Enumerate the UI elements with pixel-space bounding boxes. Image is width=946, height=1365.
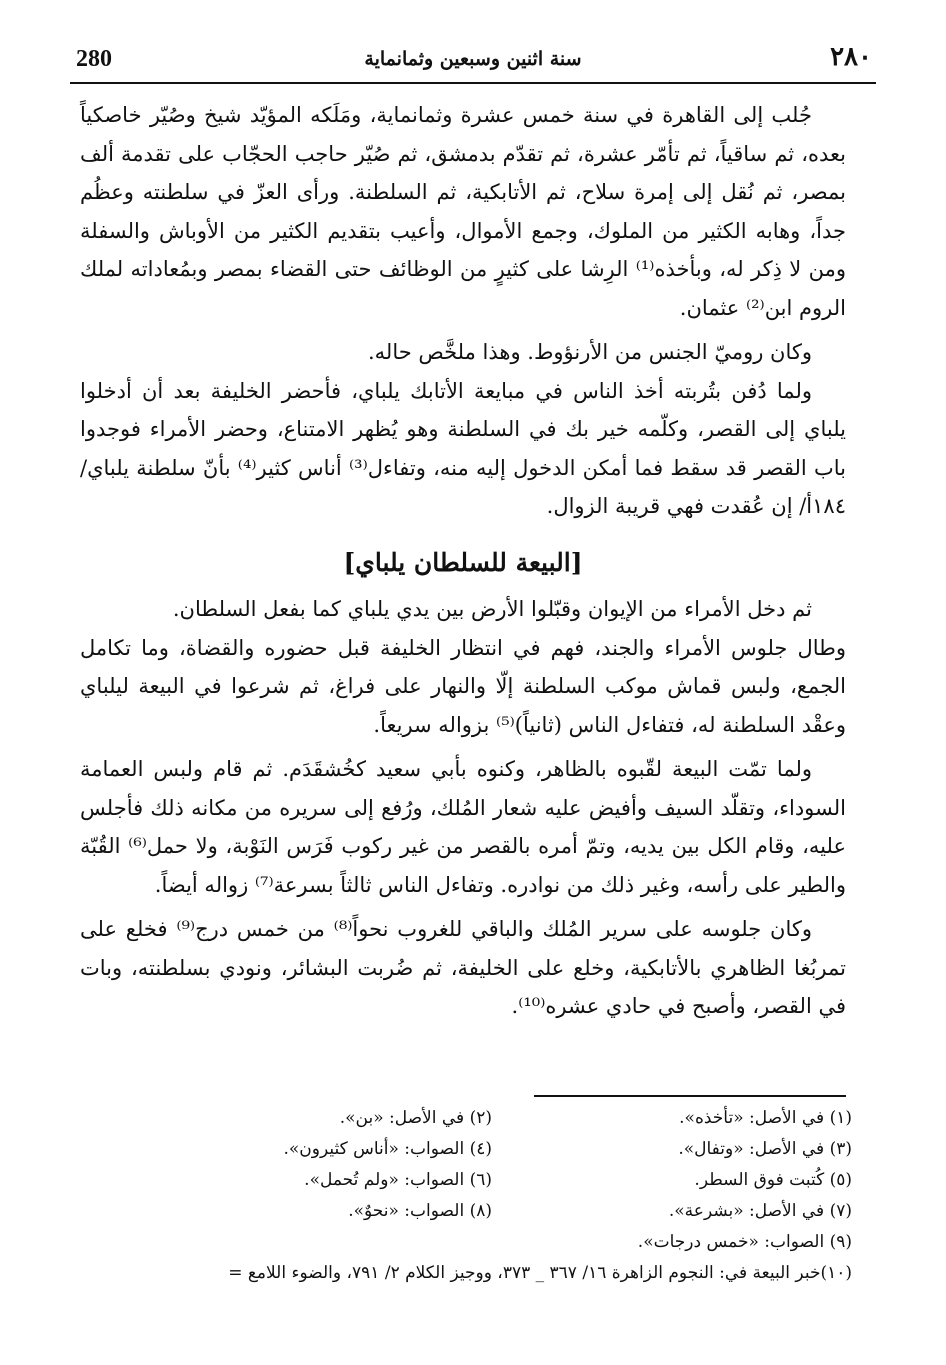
running-title: سنة اثنين وسبعين وثمانماية [364, 48, 582, 70]
footnote-8: (٨) الصواب: «نحوٌ». [348, 1201, 492, 1221]
footnote-row [80, 1103, 852, 1134]
footnote-2: (٢) في الأصل: «بن». [339, 1108, 492, 1128]
footnote-row [80, 1196, 852, 1227]
paragraph-2: وكان روميّ الجنس من الأرنؤوط. وهذا ملخَّص حاله. [367, 340, 812, 364]
footnote-7: (٧) في الأصل: «بشرعة». [668, 1201, 852, 1221]
footnote-1: (١) في الأصل: «تأخذه». [679, 1108, 852, 1128]
paragraph-7: وكان جلوسه على سرير المُلك والباقي للغروب نحواً⁽⁸⁾ من خمس درج⁽⁹⁾ فخلع على تمربُغا الظاهري بالأتابكية، وخلع على الخليفة، ثم ضُربت البشائر، ونودي بسلطنته، وبات في القصر، وأصبح في حادي عشره⁽¹⁰⁾. [80, 917, 846, 1018]
paragraph-4: ثم دخل الأمراء من الإيوان وقبّلوا الأرض بين يدي يلباي كما بفعل السلطان. [172, 597, 812, 621]
page-number-latin: 280 [76, 46, 112, 72]
paragraph-3: ولما دُفن بتُربته أخذ الناس في مبايعة الأتابك يلباي، فأحضر الخليفة بعد أن أدخلوا يلباي إلى القصر، وكلّمه خير بك في السلطنة وهو يُظهر الامتناع، وحضر الأمراء فوجدوا باب القصر قد سقط فما أمكن الدخول إليه منه، وتفاءل⁽³⁾ أناس كثير⁽⁴⁾ بأنّ سلطنة يلباي/ ١٨٤أ/ إن عُقدت فهي قريبة الزوال. [80, 378, 846, 518]
footnote-9: (٩) الصواب: «خمس درجات». [637, 1232, 852, 1252]
page-number-arabic: ٢٨٠ [830, 42, 872, 72]
page-header [70, 38, 876, 84]
footnote-6: (٦) الصواب: «ولم تُحمل». [304, 1170, 492, 1190]
footnote-5: (٥) كُتبت فوق السطر. [694, 1170, 852, 1190]
footnote-3: (٣) في الأصل: «وتفال». [678, 1139, 852, 1159]
main-text [80, 96, 846, 1026]
footnote-row [80, 1134, 852, 1165]
footnote-divider [534, 1095, 846, 1097]
footnote-4: (٤) الصواب: «أناس كثيرون». [283, 1139, 492, 1159]
section-heading: [البيعة للسلطان يلباي] [343, 547, 583, 577]
paragraph-5: وطال جلوس الأمراء والجند، فهم في انتظار الخليفة قبل حضوره والقضاة، وما تكامل الجمع، ولبس قماش موكب السلطنة إلّا والنهار على فراغ، ثم شرعوا في البيعة ليلباي وعقْد السلطنة له، فتفاءل الناس (ثانياً)⁽⁵⁾ بزواله سريعاً. [80, 635, 846, 737]
footnote-row [80, 1165, 852, 1196]
paragraph-6: ولما تمّت البيعة لقّبوه بالظاهر، وكنوه بأبي سعيد كخُشقَدَم. ثم قام ولبس العمامة السوداء، وتقلّد السيف وأفيض عليه شعار المُلك، ورُفع إلى سريره من مكانه ذلك فأجلس عليه، وقام الكل بين يديه، وتمّ أمره بالقصر من غير ركوب فَرَس النَوْبة، ولا حمل⁽⁶⁾ القُبّة والطير على رأسه، وغير ذلك من نوادره. وتفاءل الناس ثالثاً بسرعة⁽⁷⁾ زواله أيضاً. [80, 757, 846, 897]
footnote-10: (١٠)خبر البيعة في: النجوم الزاهرة ١٦/ ٣٦٧ _ ٣٧٣، ووجيز الكلام ٢/ ٧٩١، والضوء اللامع = [228, 1263, 852, 1283]
footnotes [80, 1103, 852, 1289]
paragraph-1: جُلب إلى القاهرة في سنة خمس عشرة وثمانماية، ومَلَكه المؤيّد شيخ وصُيّر خاصكياً بعده، ثم ساقياً، ثم تأمّر عشرة، ثم تقدّم بدمشق، ثم صُيّر حاجب الحجّاب على تقدمة ألف بمصر، ثم نُقل إلى إمرة سلاح، ثم الأتابكية، ثم السلطنة. ورأى العزّ في سلطنته وعظُم جداً، وهابه الكثير من الملوك، وجمع الأموال، وأعيب بتقديم الكثير من الأوباش والسفلة ومن لا ذِكر له، وبأخذه⁽¹⁾ الرِشا على كثيرٍ من الوظائف حتى القضاء بمصر وبمُعاداته لملك الروم ابن⁽²⁾ عثمان. [80, 103, 846, 320]
